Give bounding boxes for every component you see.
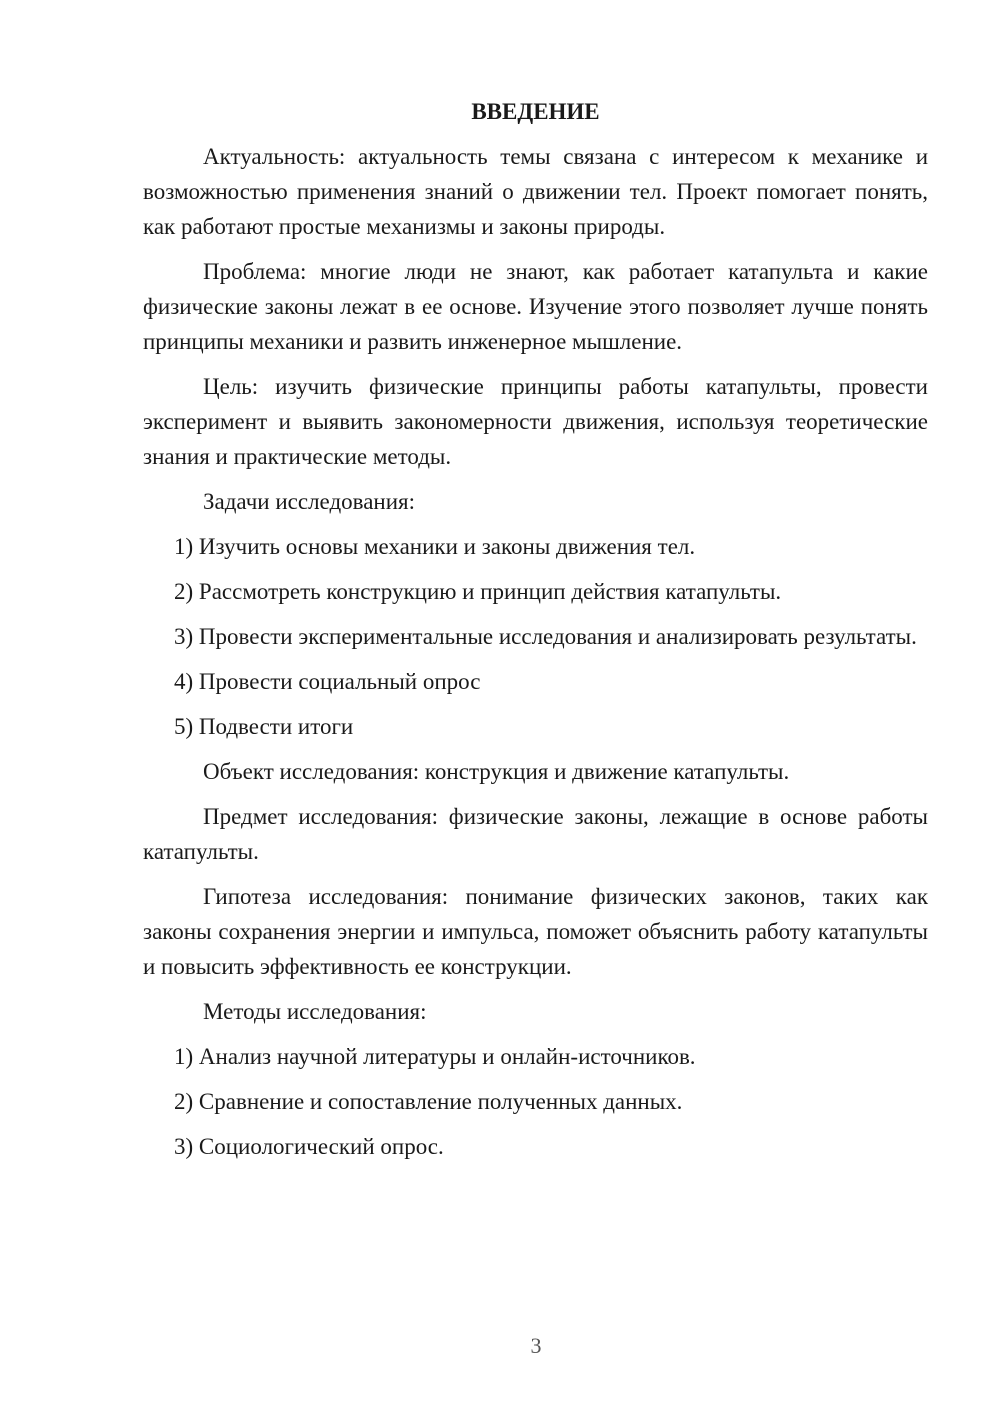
tasks-heading: Задачи исследования: — [203, 489, 416, 514]
page-content — [143, 94, 928, 1174]
object-paragraph: Объект исследования: конструкция и движение катапульты. — [203, 759, 790, 784]
problem-paragraph: Проблема: многие люди не знают, как работает катапульта и какие физические законы лежат в ее основе. Изучение этого позволяет лучше понять принципы механики и развить инженерное мышление. — [143, 259, 928, 354]
section-title: ВВЕДЕНИЕ — [471, 99, 600, 124]
method-item: 2) Сравнение и сопоставление полученных данных. — [174, 1089, 683, 1114]
page-number: 3 — [530, 1333, 542, 1358]
relevance-paragraph: Актуальность: актуальность темы связана с интересом к механике и возможностью применения знаний о движении тел. Проект помогает понять, как работают простые механизмы и законы природы. — [143, 144, 928, 239]
goal-paragraph: Цель: изучить физические принципы работы катапульты, провести эксперимент и выявить закономерности движения, используя теоретические знания и практические методы. — [143, 374, 928, 469]
hypothesis-paragraph: Гипотеза исследования: понимание физических законов, таких как законы сохранения энергии и импульса, поможет объяснить работу катапульты и повысить эффективность ее конструкции. — [143, 884, 928, 979]
task-item: 3) Провести экспериментальные исследования и анализировать результаты. — [174, 624, 917, 649]
subject-paragraph: Предмет исследования: физические законы, лежащие в основе работы катапульты. — [143, 804, 928, 864]
method-item: 1) Анализ научной литературы и онлайн-источников. — [174, 1044, 696, 1069]
method-item: 3) Социологический опрос. — [174, 1134, 444, 1159]
task-item: 1) Изучить основы механики и законы движения тел. — [174, 534, 696, 559]
task-item: 5) Подвести итоги — [174, 714, 354, 739]
methods-heading: Методы исследования: — [203, 999, 427, 1024]
task-item: 4) Провести социальный опрос — [174, 669, 481, 694]
task-item: 2) Рассмотреть конструкцию и принцип действия катапульты. — [174, 579, 782, 604]
